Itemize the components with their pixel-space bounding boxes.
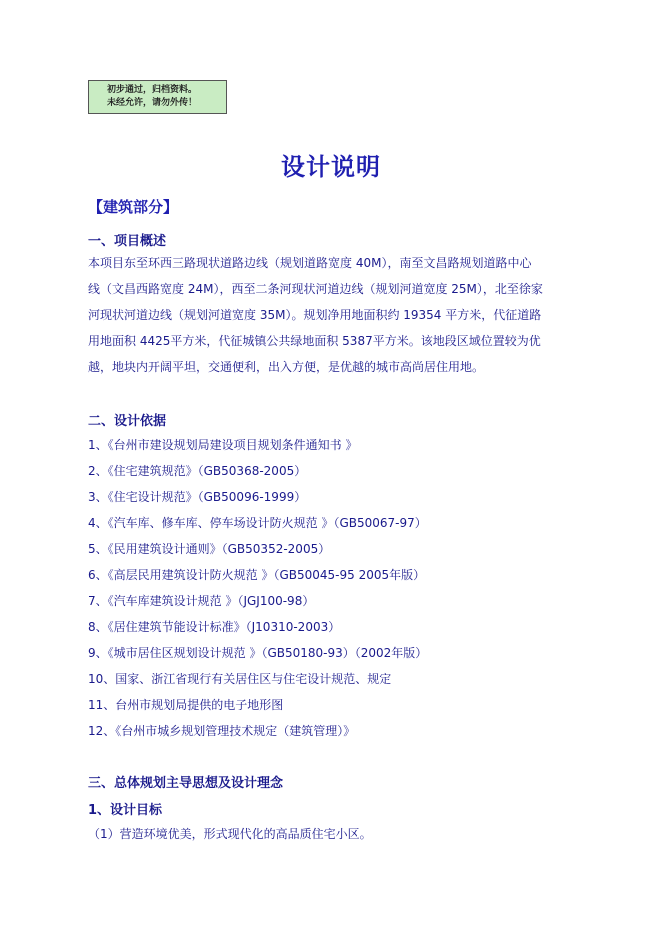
basis-item: 4、《汽车库、修车库、停车场设计防火规范 》（GB50067-97） xyxy=(88,516,427,530)
basis-item: 8、《居住建筑节能设计标准》（J10310-2003） xyxy=(88,620,341,634)
basis-item: 5、《民用建筑设计通则》（GB50352-2005） xyxy=(88,542,331,556)
page-title: 设计说明 xyxy=(281,153,381,181)
basis-item: 2、《住宅建筑规范》（GB50368-2005） xyxy=(88,464,307,478)
overview-line: 本项目东至环西三路现状道路边线（规划道路宽度 40M），南至文昌路规划道路中心 xyxy=(88,256,532,270)
basis-heading: 二、设计依据 xyxy=(88,414,167,429)
design-goal-heading: 1、设计目标 xyxy=(88,803,163,818)
design-goal-item: （1）营造环境优美，形式现代化的高品质住宅小区。 xyxy=(88,827,372,841)
basis-item: 6、《高层民用建筑设计防火规范 》（GB50045-95 2005年版） xyxy=(88,568,426,582)
overview-heading: 一、项目概述 xyxy=(88,234,167,249)
overview-paragraph xyxy=(88,250,580,380)
overview-line: 越，地块内开阔平坦，交通便利，出入方便，是优越的城市高尚居住用地。 xyxy=(88,360,485,374)
basis-item: 9、《城市居住区规划设计规范 》（GB50180-93）（2002年版） xyxy=(88,646,428,660)
approval-stamp xyxy=(88,80,227,114)
section-heading: 【建筑部分】 xyxy=(88,198,179,216)
overview-line: 线（文昌西路宽度 24M），西至二条河现状河道边线（规划河道宽度 25M），北至徐家 xyxy=(88,282,543,296)
basis-item: 7、《汽车库建筑设计规范 》（JGJ100-98） xyxy=(88,594,315,608)
basis-item: 3、《住宅设计规范》（GB50096-1999） xyxy=(88,490,307,504)
basis-item: 11、台州市规划局提供的电子地形图 xyxy=(88,698,284,712)
overview-line: 用地面积 4425平方米，代征城镇公共绿地面积 5387平方米。该地段区域位置较为优 xyxy=(88,334,541,348)
concept-heading: 三、总体规划主导思想及设计理念 xyxy=(88,776,284,791)
stamp-line-1: 初步通过，归档资料。 xyxy=(107,85,198,95)
stamp-line-2: 未经允许，请勿外传！ xyxy=(107,98,198,108)
overview-line: 河现状河道边线（规划河道宽度 35M）。规划净用地面积约 19354 平方米，代征道路 xyxy=(88,308,542,322)
basis-item: 12、《台州市城乡规划管理技术规定（建筑管理）》 xyxy=(88,724,356,738)
basis-item: 1、《台州市建设规划局建设项目规划条件通知书 》 xyxy=(88,438,358,452)
basis-item: 10、国家、浙江省现行有关居住区与住宅设计规范、规定 xyxy=(88,672,392,686)
